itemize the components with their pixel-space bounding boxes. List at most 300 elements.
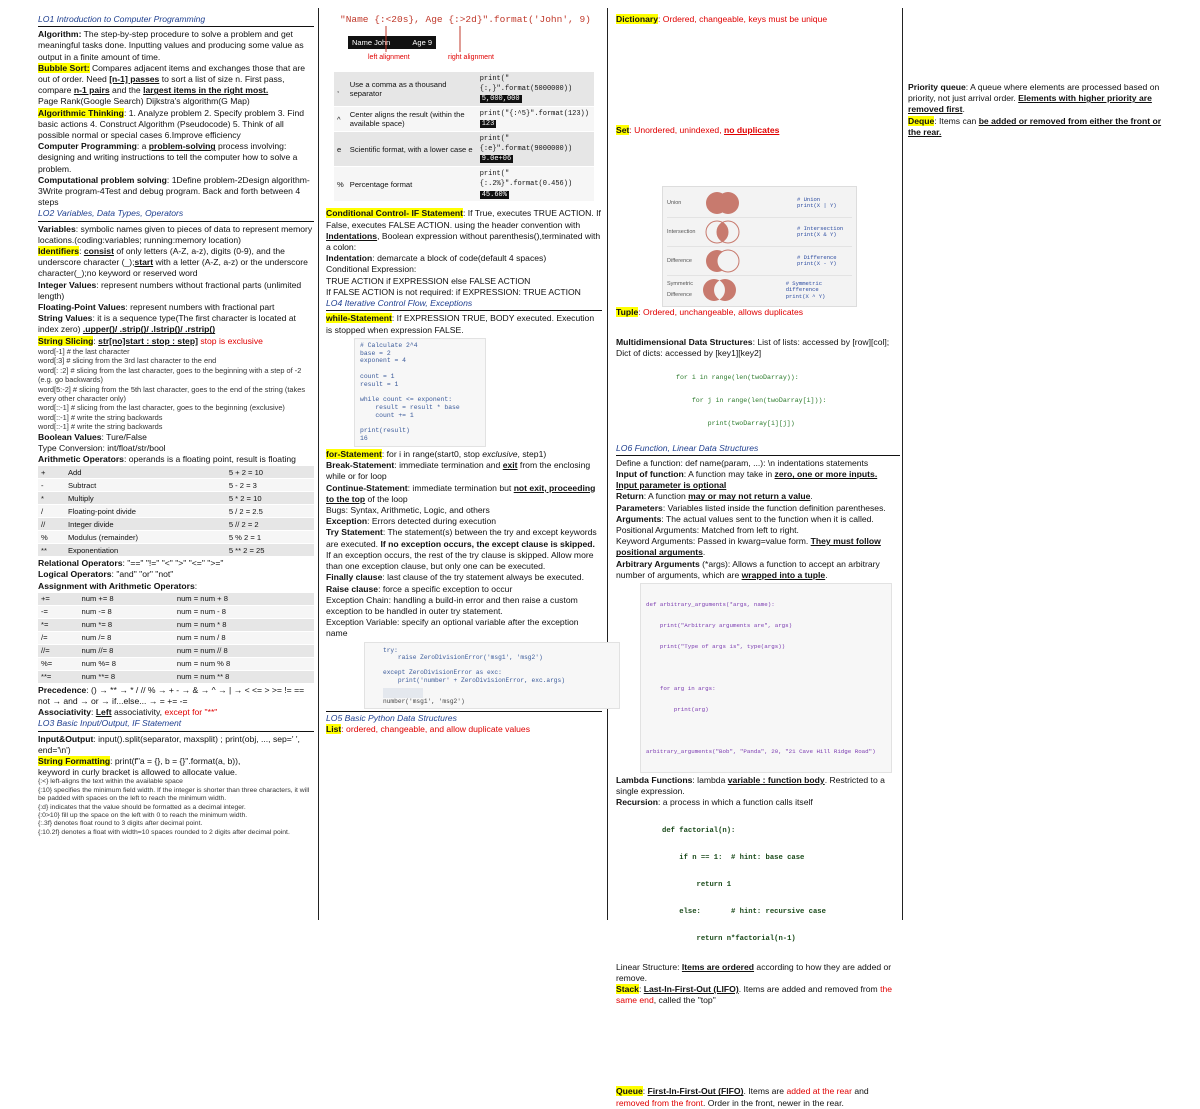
cell: ,	[334, 72, 347, 107]
term: Continue-Statement	[326, 482, 408, 493]
definition: : The actual values sent to the function when it is called.	[661, 513, 874, 524]
definition: : "==" "!=" "<" ">" "<=" ">="	[122, 558, 224, 569]
cell: /=	[38, 631, 79, 644]
cell: Scientific format, with a lower case e	[347, 132, 477, 167]
cell: //=	[38, 644, 79, 657]
code-line: arbitrary_arguments("Bob", "Panda", 20, "21 Cave Hill Ridge Road")	[646, 747, 876, 755]
term: Parameters	[616, 502, 663, 513]
cond-expr: Conditional Expression:	[326, 264, 417, 275]
set-operations-diagram	[662, 186, 857, 307]
text: :	[93, 335, 99, 346]
underlined: no duplicates	[723, 125, 780, 136]
code-line: # Calculate 2^4	[360, 341, 418, 349]
underlined: .upper()/ .strip()/ .lstrip()/ .rstrip()	[82, 324, 216, 335]
table-row	[38, 644, 314, 657]
code-line	[646, 664, 886, 671]
cell: num -= 8	[79, 605, 174, 618]
term: Relational Operators	[38, 558, 123, 569]
try-def	[326, 527, 602, 572]
code-line: except ZeroDivisionError as exc:	[383, 669, 502, 677]
term: Lambda Functions	[616, 774, 693, 785]
table-row	[38, 518, 314, 531]
cell: Percentage format	[347, 167, 477, 202]
table-row	[38, 544, 314, 557]
cell: num = num / 8	[174, 631, 314, 644]
term: Identifiers	[38, 246, 80, 257]
term: String Formatting	[38, 755, 111, 766]
venn-label: Intersection	[667, 228, 696, 235]
text: Compares adjacent items and exchanges those that are out of order. Need	[38, 62, 306, 85]
cell: /	[38, 505, 65, 518]
underlined: variable : function body	[727, 774, 825, 785]
code-line	[360, 365, 480, 373]
cell: num //= 8	[79, 644, 174, 657]
text: : lambda	[692, 774, 728, 785]
term: Precedence	[38, 684, 87, 695]
term: Associativity	[38, 707, 92, 718]
associativity-def	[38, 707, 314, 718]
code-line: def arbitrary_arguments(*args, name):	[646, 600, 775, 608]
italic: exclusive	[482, 449, 518, 460]
text: :	[642, 1086, 648, 1097]
term: Boolean Values	[38, 431, 102, 442]
underlined: Items are ordered	[681, 961, 755, 972]
code-line: result = result * base	[360, 404, 460, 412]
stack-def	[616, 984, 900, 1006]
underlined: First-In-First-Out (FIFO)	[647, 1086, 744, 1097]
algorithm-def	[38, 29, 314, 63]
code-line: count = 1	[360, 372, 395, 380]
definition: : 1Define problem-2Design algorithm-3Write program-4Test and debug program. Back and forth between 4 steps	[38, 174, 310, 208]
output: 9.0e+06	[481, 155, 512, 164]
term: Algorithm:	[38, 29, 82, 40]
bugs-note: Bugs: Syntax, Arithmetic, Logic, and others	[326, 505, 490, 516]
text: .	[810, 491, 813, 502]
cell: -=	[38, 605, 79, 618]
pagerank-note: Page Rank(Google Search) Dijkstra's algorithm(G Map)	[38, 96, 250, 107]
left-alignment-label: left alignment	[368, 54, 410, 61]
text: Linear Structure:	[616, 961, 682, 972]
table-row	[334, 167, 594, 202]
cell: Use a comma as a thousand separator	[347, 72, 477, 107]
text: : it is a sequence type(The first character is located at index zero)	[38, 313, 296, 335]
underlined: [n-1] passes	[109, 74, 160, 85]
lambda-def	[616, 775, 900, 797]
column-4	[908, 82, 1176, 138]
underlined: start	[134, 257, 154, 268]
cell: +	[38, 466, 65, 479]
venn-comment: # Symmetric difference	[785, 279, 823, 294]
definition: : symbolic names given to pieces of data to represent memory locations.(coding:variables; running:memory location)	[38, 223, 313, 245]
venn-comment: # Intersection	[797, 224, 844, 232]
section-heading: LO6 Function, Linear Data Structures	[616, 443, 900, 456]
cell	[477, 167, 594, 202]
code-line	[360, 420, 480, 428]
code-line: print(result)	[360, 427, 410, 435]
cell: num = num % 8	[174, 657, 314, 670]
venn-code	[797, 226, 843, 239]
define-function: Define a function: def name(param, ...): \n indentations statements	[616, 457, 869, 468]
slice-line: word[:3] # slicing from the 3rd last character to the end	[38, 356, 217, 366]
output: 123	[481, 120, 495, 129]
column-divider	[607, 8, 608, 920]
definition: : last clause of the try statement always be executed.	[382, 572, 584, 583]
text: and	[851, 1086, 869, 1097]
code: print("{:e}".format(9000000))	[479, 134, 573, 153]
cell	[477, 132, 594, 167]
table-row	[38, 631, 314, 644]
section-heading: LO1 Introduction to Computer Programming	[38, 14, 314, 27]
term: Computational problem solving	[38, 174, 167, 185]
definition: : represent numbers with fractional part	[125, 302, 275, 313]
red-note: : ordered, changeable, and allow duplicate values	[341, 724, 530, 735]
definition: : a process in which a function calls itself	[658, 797, 813, 808]
term: Assignment with Arithmetic Operators	[38, 580, 195, 591]
keyword-args	[616, 536, 900, 558]
red-note: : Ordered, unchangeable, allows duplicates	[638, 307, 804, 318]
table-row	[38, 505, 314, 518]
red-note: : Ordered, changeable, keys must be unique	[658, 14, 828, 24]
cell: -	[38, 479, 65, 492]
section-heading: LO4 Iterative Control Flow, Exceptions	[326, 298, 602, 311]
cond-expr-2: TRUE ACTION if EXPRESSION else FALSE ACTION	[326, 275, 531, 286]
table-row	[38, 479, 314, 492]
slicing-def	[38, 336, 314, 347]
definition: : input().split(separator, maxsplit) ; print(obj, ..., sep=' ', end='\n')	[38, 733, 300, 755]
cell: %	[38, 531, 65, 544]
code-line: result = 1	[360, 380, 399, 388]
arguments-def	[616, 514, 900, 525]
precedence-def	[38, 685, 314, 707]
underlined: problem-solving	[148, 141, 216, 152]
text: .	[825, 569, 828, 580]
multidim-code	[676, 359, 900, 443]
text: : A function may take in	[683, 468, 775, 479]
exception-code-block	[364, 642, 620, 710]
exception-def	[326, 516, 602, 527]
run-button[interactable]	[383, 688, 423, 698]
variables-def	[38, 224, 314, 246]
term: Try Statement	[326, 527, 383, 538]
if-statement-def	[326, 208, 602, 253]
red-note: added at the rear	[786, 1086, 852, 1097]
term: Arithmetic Operators	[38, 453, 124, 464]
bold-text: If no exception occurs, the except clause is skipped.	[380, 538, 595, 549]
boolean-def	[38, 432, 314, 443]
cell	[477, 107, 594, 132]
text: : The statement(s) between the try and except keywords are executed.	[326, 527, 597, 549]
text: :	[638, 984, 644, 994]
term: Break-Statement	[326, 460, 395, 471]
term: Logical Operators	[38, 569, 112, 580]
format-line: {:<} left-aligns the text within the available space	[38, 778, 183, 786]
format-line: {:10.2f} denotes a float with width=10 spaces rounded to 2 digits after decimal point.	[38, 828, 290, 836]
table-row	[38, 657, 314, 670]
text: .	[702, 547, 706, 558]
venn-print: print(X & Y)	[797, 231, 837, 239]
underlined: n-1 pairs	[73, 85, 110, 96]
underlined: Left	[95, 707, 112, 718]
slice-examples	[38, 347, 314, 432]
cond-expr-3: If FALSE ACTION is not required: if EXPRESSION: TRUE ACTION	[326, 286, 581, 297]
recursion-def	[616, 797, 900, 808]
deque-def	[908, 116, 1176, 138]
venn-label: Symmetric Difference	[667, 281, 693, 299]
text: according to how they are added or remove.	[616, 961, 892, 983]
cell: Modulus (remainder)	[65, 531, 226, 544]
float-def	[38, 302, 314, 313]
linear-structure	[616, 962, 900, 984]
parameters-def	[616, 503, 900, 514]
code-line: for j in range(len(twoDarray[i])):	[676, 396, 827, 404]
right-alignment-label: right alignment	[448, 54, 494, 61]
code-line	[646, 727, 886, 734]
text: : A queue where elements are processed based on priority, not just arrival order.	[908, 82, 1160, 104]
venn-row	[667, 189, 852, 218]
cell: %	[334, 167, 347, 202]
term: Stack	[616, 984, 639, 994]
text: , called the "top"	[653, 995, 716, 1006]
text: If an exception occurs, the rest of the try clause is skipped. Allow more than one exception clause, but only one can be executed.	[326, 549, 594, 572]
table-row	[38, 670, 314, 683]
definition: : Variables listed inside the function definition parentheses.	[662, 502, 886, 513]
venn-code	[786, 281, 852, 301]
text: : immediate termination but	[407, 482, 514, 493]
format-notes	[38, 778, 314, 837]
underlined: largest items in the right most.	[143, 85, 269, 96]
code: print("{:,}".format(5000000))	[479, 74, 573, 93]
cell: num %= 8	[79, 657, 174, 670]
text: of the loop	[365, 493, 408, 504]
table-row	[334, 72, 594, 107]
red-note: removed from the front	[616, 1097, 703, 1108]
term: for-Statement	[326, 449, 382, 460]
logical-def	[38, 569, 314, 580]
underlined: zero, one or more inputs. Input parameter is optional	[616, 468, 878, 491]
venn-print: print(X ^ Y)	[785, 292, 826, 300]
text: process involving: designing and writing instructions to tell the computer how to solve a problem.	[38, 141, 298, 174]
term: Input of function	[616, 468, 684, 479]
cell: //	[38, 518, 65, 531]
text: :	[79, 246, 84, 257]
red-note: stop is exclusive	[197, 335, 263, 346]
code-line: for i in range(len(twoDarray)):	[676, 374, 799, 382]
cell	[477, 72, 594, 107]
cell: Exponentiation	[65, 544, 226, 557]
cell: Multiply	[65, 492, 226, 505]
term: Recursion	[616, 797, 659, 808]
cell: 5 % 2 = 1	[226, 531, 314, 544]
text: . Restricted to a single expression.	[616, 774, 885, 797]
arithmetic-def	[38, 454, 314, 465]
text: , step1)	[517, 449, 547, 460]
text: . Order in the front, newer in the rear.	[702, 1097, 844, 1108]
code-line: while count <= exponent:	[360, 396, 453, 404]
red-note: the same end	[616, 984, 893, 1006]
underlined: exit	[502, 460, 518, 471]
text: : If True, executes TRUE ACTION. If False, executes FALSE ACTION. using the header convention with	[326, 208, 601, 230]
underlined: Last-In-First-Out (LIFO)	[643, 984, 739, 994]
column-1	[38, 14, 314, 837]
assignment-def: Assignment with Arithmetic Operators:	[38, 580, 198, 591]
cell: num /= 8	[79, 631, 174, 644]
underlined: They must follow positional arguments	[616, 536, 881, 558]
term: Set	[616, 125, 630, 136]
slice-line: word[::-1] # write the string backwards	[38, 422, 163, 432]
cell: Center aligns the result (within the available space)	[347, 107, 477, 132]
code-line: try:	[383, 646, 398, 654]
cell: num = num * 8	[174, 618, 314, 631]
io-def	[38, 734, 314, 756]
cell: ^	[334, 107, 347, 132]
string-format-def	[38, 756, 314, 767]
underlined: Elements with higher priority are removed first	[908, 93, 1152, 115]
text: : a	[136, 141, 149, 152]
for-def	[326, 449, 602, 460]
bar-name: Name John	[352, 38, 391, 47]
identifiers-def	[38, 246, 314, 280]
definition: The step-by-step procedure to solve a problem and get meaningful tasks done. Inputting values and producing some value as output in a finite amount of time.	[38, 29, 304, 62]
column-2	[326, 14, 602, 735]
cell: %=	[38, 657, 79, 670]
term: List	[326, 724, 342, 735]
cell: Subtract	[65, 479, 226, 492]
tuple-def	[616, 307, 900, 318]
type-conversion: Type Conversion: int/float/str/bool	[38, 442, 166, 453]
code-line	[360, 388, 480, 396]
cell: **=	[38, 670, 79, 683]
underlined: Indentations	[326, 230, 378, 241]
cell: +=	[38, 593, 79, 606]
exception-variable: Exception Variable: specify an optional variable after the exception name	[326, 617, 579, 639]
cell: 5 // 2 = 2	[226, 518, 314, 531]
cell: 5 - 2 = 3	[226, 479, 314, 492]
cell: num = num ** 8	[174, 670, 314, 683]
cell: num += 8	[79, 593, 174, 606]
code-line	[383, 662, 613, 670]
slice-line: word[::-1] # slicing from the last character, goes to the beginning (exclusive)	[38, 403, 285, 413]
string-def	[38, 313, 314, 335]
slice-line: word[::-1] # write the string backwards	[38, 412, 163, 422]
keyword-note: keyword in curly bracket is allowed to allocate value.	[38, 767, 238, 778]
definition: : Ture/False	[101, 431, 147, 442]
finally-def	[326, 572, 602, 583]
priority-queue-def	[908, 82, 1176, 116]
alg-thinking-def	[38, 108, 314, 142]
indentation-def	[326, 253, 602, 264]
cell: num = num - 8	[174, 605, 314, 618]
cell: 5 / 2 = 2.5	[226, 505, 314, 518]
term: Arbitrary Arguments	[616, 558, 700, 569]
output: 5,000,000	[481, 95, 520, 104]
text: from the enclosing while or for loop	[326, 460, 591, 482]
format-line: {:.3f} denotes float round to 3 digits after decimal point.	[38, 820, 203, 828]
raise-def	[326, 584, 602, 595]
code-line: return n*factorial(n-1)	[662, 934, 796, 943]
code-line: print(arg)	[646, 705, 709, 713]
text: (*args): Allows a function to accept an arbitrary number of arguments, which are	[616, 558, 880, 580]
cell: *	[38, 492, 65, 505]
format-line: {:d} indicates that the value should be formatted as a decimal integer.	[38, 803, 246, 811]
return-def	[616, 491, 900, 502]
red-note: : Unordered, unindexed,	[629, 125, 724, 136]
while-code-block	[354, 338, 486, 447]
term: Conditional Control- IF Statement	[326, 208, 464, 219]
cell: 5 + 2 = 10	[226, 466, 314, 479]
venn-label: Difference	[667, 257, 692, 264]
arbitrary-args	[616, 559, 900, 581]
term: Raise clause	[326, 583, 379, 594]
slice-line: word[-1] # the last character	[38, 346, 130, 356]
slice-line: word[5:-2] # slicing from the 5th last character, goes to the end of the string (takes every other character only)	[38, 384, 306, 403]
queue-def	[616, 1086, 900, 1108]
multidim-def	[616, 337, 900, 359]
text: , Boolean expression without parenthesis(),terminated with a colon:	[326, 230, 601, 253]
definition: : represent numbers without fractional parts (unlimited length)	[38, 279, 302, 301]
term: String Slicing	[38, 335, 94, 346]
table-row	[334, 132, 594, 167]
text: to sort a list of size n. First pass, compare	[38, 74, 285, 96]
code-line: return 1	[662, 880, 732, 889]
text: with a letter (A-Z, a-z) or the underscore character(_);no keyword or reserved word	[38, 257, 308, 279]
code-line: def factorial(n):	[662, 826, 736, 835]
term: Deque	[908, 115, 935, 126]
term: Dictionary	[616, 14, 659, 24]
format-line: {:10} specifies the minimum field width. If the integer is shorter than three characters, it will be padded with spaces on the left to reach the minimum width.	[38, 786, 310, 803]
bubble-sort-def	[38, 63, 314, 97]
arithmetic-table	[38, 466, 314, 557]
text: of only letters (A-Z, a-z), digits (0-9), and the underscore character (_);	[38, 246, 285, 268]
definition: : "and" "or" "not"	[111, 569, 174, 580]
code-line: print("Type of args is", type(args))	[646, 642, 786, 650]
underlined: wrapped into a tuple	[741, 569, 826, 580]
venn-print: print(X | Y)	[797, 202, 837, 210]
definition: : List of lists: accessed by [row][col]; Dict of dicts: accessed by [key1][key2]	[616, 336, 890, 358]
section-heading: LO3 Basic Input/Output, IF Statement	[38, 718, 314, 731]
term: Return	[616, 491, 644, 502]
term: Variables	[38, 223, 76, 234]
text: and the	[109, 85, 144, 96]
table-row	[38, 492, 314, 505]
arbitrary-args-code	[640, 583, 892, 773]
underlined: may or may not return a value	[688, 491, 811, 502]
venn-row	[667, 247, 852, 276]
definition: : force a specific exception to occur	[378, 583, 513, 594]
definition: : Errors detected during execution	[367, 516, 497, 527]
venn-code	[797, 255, 837, 268]
venn-print: print(X - Y)	[797, 260, 837, 268]
definition: : operands is a floating point, result is floating	[123, 453, 296, 464]
term: Bubble Sort:	[38, 62, 90, 73]
code-line: raise ZeroDivisionError('msg1', 'msg2')	[383, 654, 543, 662]
output: 45.60%	[481, 190, 507, 199]
underlined: consist	[83, 246, 114, 257]
code-line: print('number' + ZeroDivisionError, exc.args)	[383, 676, 565, 684]
venn-code	[797, 197, 837, 210]
bar-age: Age 9	[412, 38, 432, 47]
definition: : If EXPRESSION TRUE, BODY executed. Execution is stopped when expression FALSE.	[326, 313, 595, 335]
term: Computer Programming	[38, 141, 137, 152]
table-row	[38, 593, 314, 606]
input-def	[616, 469, 900, 491]
while-def	[326, 313, 602, 335]
code-line: if n == 1: # hint: base case	[662, 853, 805, 862]
term: Priority queue	[908, 82, 966, 92]
cell: Floating-point divide	[65, 505, 226, 518]
cell: num = num // 8	[174, 644, 314, 657]
venn-union-icon	[697, 190, 747, 216]
relational-def	[38, 558, 314, 569]
